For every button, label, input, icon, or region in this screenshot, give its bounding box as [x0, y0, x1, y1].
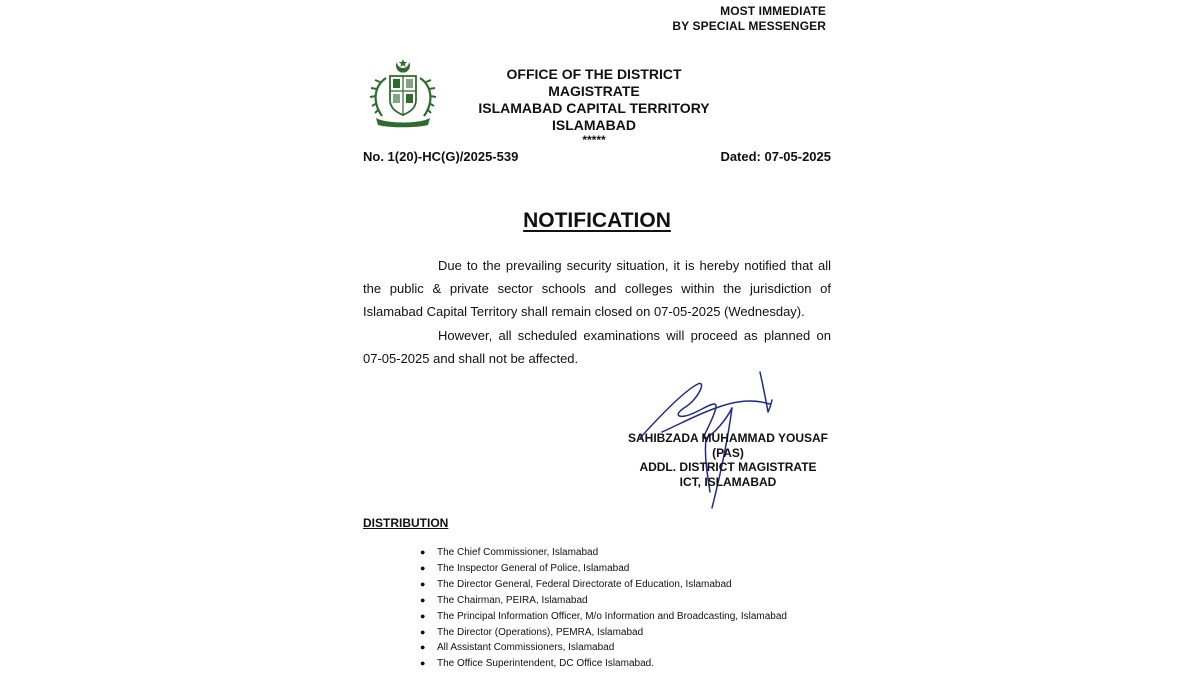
signatory-block [618, 431, 838, 489]
office-territory-line: ISLAMABAD CAPITAL TERRITORY [478, 100, 710, 116]
state-emblem-icon [366, 58, 440, 128]
notification-title: NOTIFICATION [523, 209, 671, 232]
list-item [420, 545, 787, 561]
list-item [420, 656, 787, 672]
distribution-recipient: All Assistant Commissioners, Islamabad [437, 642, 615, 654]
bullet-icon: ● [420, 610, 426, 621]
signatory-designation: ADDL. DISTRICT MAGISTRATE [639, 460, 817, 474]
list-item [420, 625, 787, 641]
list-item [420, 561, 787, 577]
list-item [420, 609, 787, 625]
distribution-recipient: The Office Superintendent, DC Office Islamabad. [437, 658, 654, 670]
list-item [420, 593, 787, 609]
signatory-location: ICT, ISLAMABAD [679, 474, 777, 489]
distribution-recipient: The Principal Information Officer, M/o Information and Broadcasting, Islamabad [437, 610, 787, 622]
office-heading [460, 66, 728, 146]
list-item [420, 640, 787, 656]
bullet-icon: ● [420, 594, 426, 605]
distribution-recipient: The Director General, Federal Directorate of Education, Islamabad [437, 578, 732, 590]
signatory-name: SAHIBZADA MUHAMMAD YOUSAF (PAS) [628, 431, 828, 460]
reference-number: No. 1(20)-HC(G)/2025-539 [363, 149, 519, 164]
bullet-icon: ● [420, 547, 426, 557]
document-date: Dated: 07-05-2025 [720, 149, 831, 164]
priority-marking [672, 4, 826, 34]
bullet-icon: ● [420, 562, 426, 573]
priority-line-most-immediate: MOST IMMEDIATE [720, 4, 826, 18]
bullet-icon: ● [420, 658, 426, 669]
distribution-list [420, 545, 787, 672]
bullet-icon: ● [420, 578, 426, 589]
distribution-recipient: The Director (Operations), PEMRA, Islamabad [437, 626, 644, 638]
office-title-line: OFFICE OF THE DISTRICT MAGISTRATE [506, 66, 682, 99]
bullet-icon: ● [420, 642, 426, 653]
office-city-line: ISLAMABAD [552, 117, 636, 133]
office-stars: ***** [582, 133, 606, 147]
body-paragraph-1: Due to the prevailing security situation, it is hereby notified that all the public & private sector schools and colleges within the jurisdiction of Islamabad Capital Territory shall remain closed on 07-05-2025 (Wednesday). [363, 258, 831, 319]
body-paragraph-2: However, all scheduled examinations will proceed as planned on 07-05-2025 and shall not be affected. [363, 328, 831, 366]
distribution-recipient: The Chairman, PEIRA, Islamabad [437, 594, 588, 606]
list-item [420, 577, 787, 593]
priority-line-special-messenger: BY SPECIAL MESSENGER [672, 19, 826, 33]
bullet-icon: ● [420, 626, 426, 637]
distribution-recipient: The Chief Commissioner, Islamabad [437, 547, 599, 558]
distribution-heading: DISTRIBUTION [363, 516, 449, 530]
distribution-recipient: The Inspector General of Police, Islamabad [437, 562, 630, 574]
